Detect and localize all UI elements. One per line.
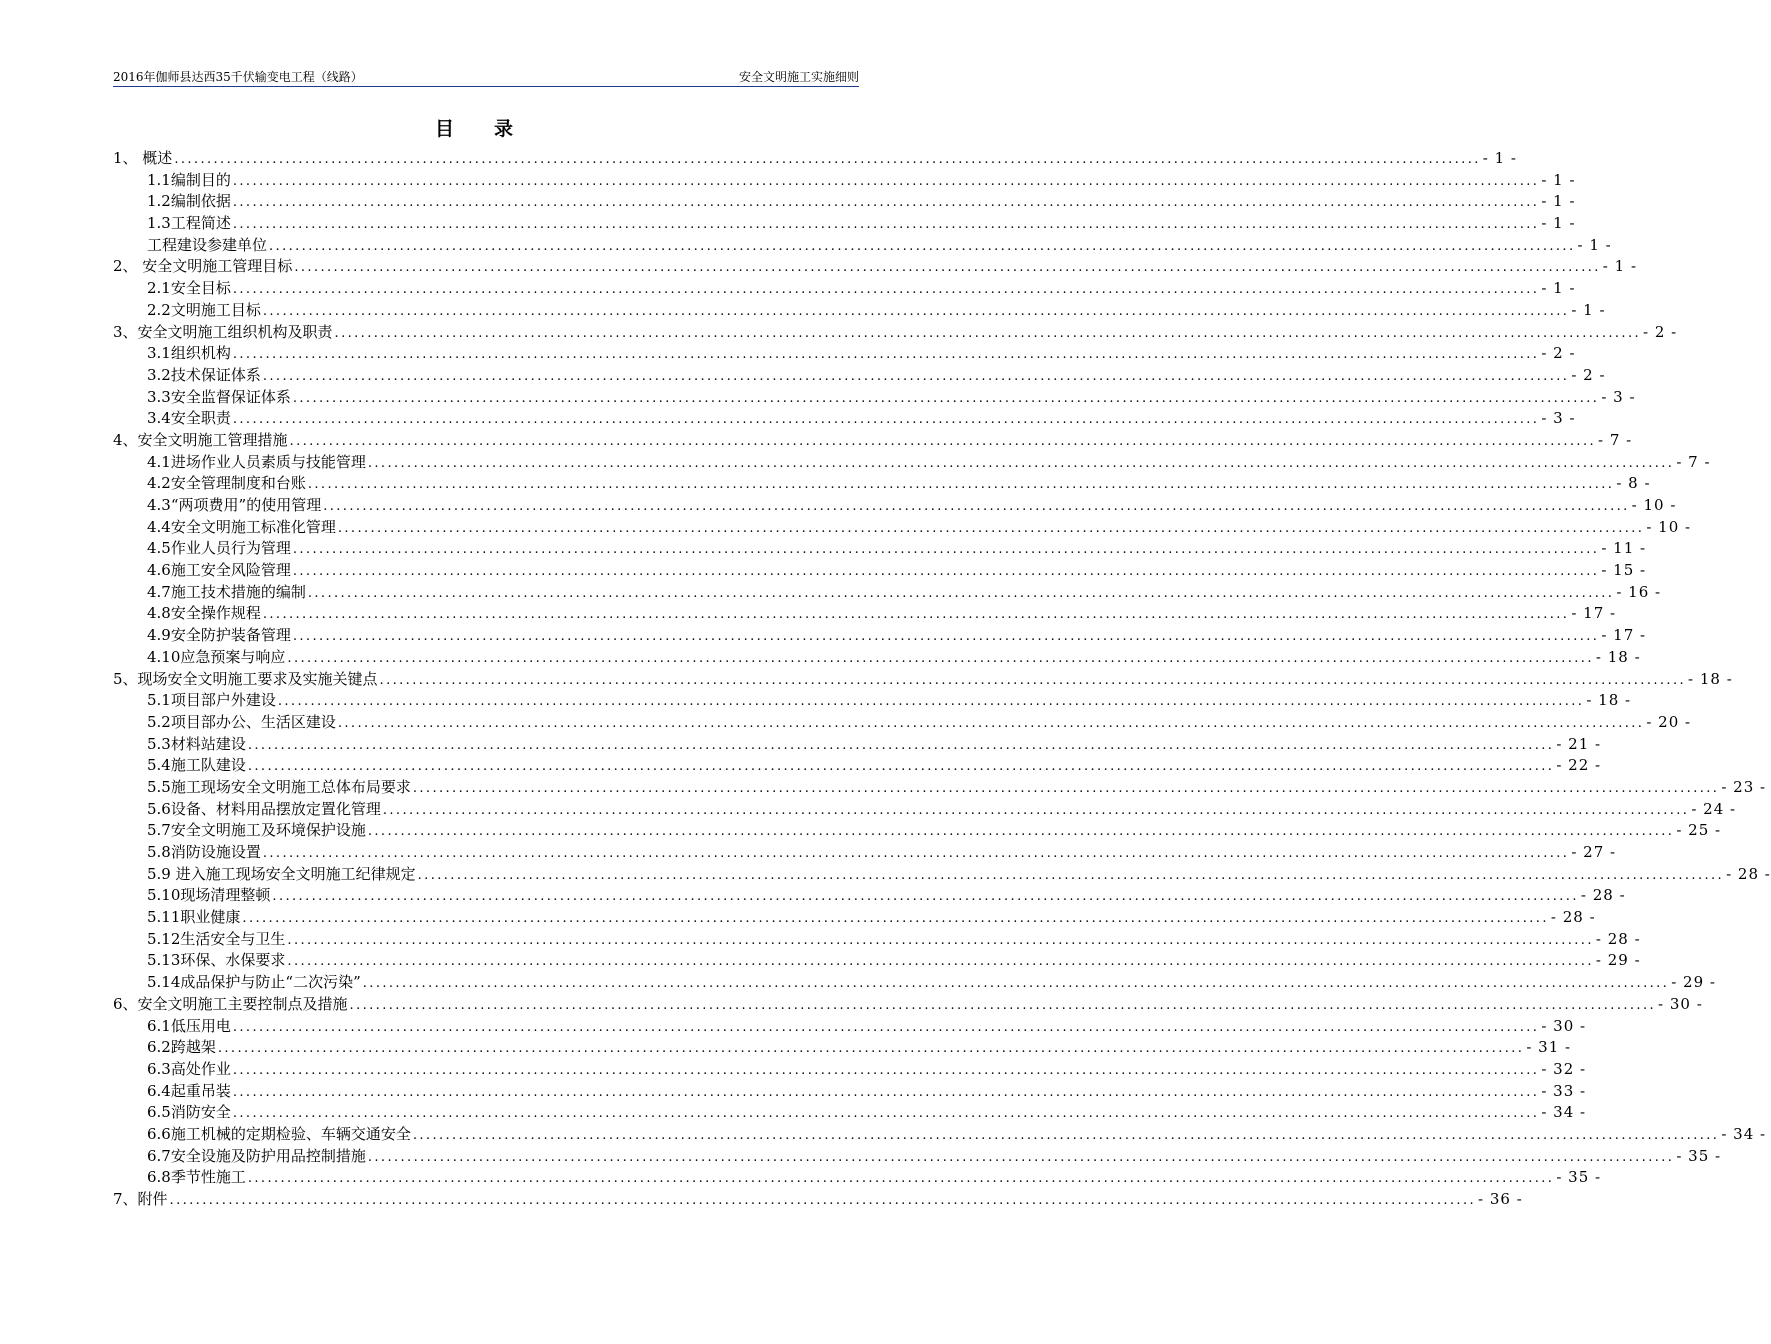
toc-entry-label: 6.4起重吊装 <box>147 1081 231 1100</box>
toc-dot-leader: ........................................................................................................................................................................................................ <box>232 412 1540 428</box>
toc-entry[interactable] <box>113 1059 1587 1081</box>
toc-entry-page-number: - 34 - <box>1721 1124 1767 1143</box>
toc-entry[interactable] <box>113 669 1733 691</box>
toc-entry-page-number: - 1 - <box>1541 170 1576 189</box>
toc-dot-leader: ........................................................................................................................................................................................................ <box>294 260 1601 276</box>
toc-entry[interactable] <box>113 647 1641 669</box>
toc-entry[interactable] <box>113 495 1677 517</box>
toc-entry-label: 5.4施工队建设 <box>147 756 246 775</box>
toc-dot-leader: ........................................................................................................................................................................................................ <box>349 997 1657 1013</box>
toc-dot-leader: ........................................................................................................................................................................................................ <box>232 1106 1540 1122</box>
toc-dot-leader: ........................................................................................................................................................................................................ <box>382 802 1690 818</box>
toc-entry-label: 5.12生活安全与卫生 <box>147 929 286 948</box>
toc-entry-label: 4.4安全文明施工标准化管理 <box>147 517 336 536</box>
toc-entry-page-number: - 3 - <box>1541 409 1576 428</box>
toc-dot-leader: ........................................................................................................................................................................................................ <box>262 368 1570 384</box>
toc-entry[interactable] <box>113 322 1678 344</box>
toc-entry[interactable] <box>113 1189 1523 1211</box>
toc-entry[interactable] <box>113 1102 1587 1124</box>
toc-dot-leader: ........................................................................................................................................................................................................ <box>334 325 1642 341</box>
toc-entry-page-number: - 21 - <box>1556 734 1602 753</box>
toc-entry[interactable] <box>113 235 1612 257</box>
toc-entry-label: 6.2跨越架 <box>147 1038 216 1057</box>
toc-entry[interactable] <box>113 907 1596 929</box>
toc-entry-label: 1.2编制依据 <box>147 192 231 211</box>
toc-entry-page-number: - 11 - <box>1601 539 1647 558</box>
toc-dot-leader: ........................................................................................................................................................................................................ <box>292 390 1600 406</box>
toc-entry-label: 3.2技术保证体系 <box>147 365 261 384</box>
toc-entry-page-number: - 10 - <box>1631 496 1677 514</box>
toc-entry[interactable] <box>113 625 1647 647</box>
toc-entry-label: 3、安全文明施工组织机构及职责 <box>113 322 333 341</box>
toc-entry-page-number: - 36 - <box>1478 1190 1523 1208</box>
toc-entry-label: 5.5施工现场安全文明施工总体布局要求 <box>147 777 411 796</box>
toc-entry[interactable] <box>113 603 1617 625</box>
toc-entry-label: 4.6施工安全风险管理 <box>147 561 291 580</box>
toc-entry-page-number: - 34 - <box>1541 1103 1587 1122</box>
toc-dot-leader: ........................................................................................................................................................................................................ <box>417 867 1725 883</box>
toc-entry-label: 5.11职业健康 <box>147 908 241 927</box>
toc-entry-label: 5.13环保、水保要求 <box>147 951 286 970</box>
toc-entry-page-number: - 28 - <box>1550 908 1596 927</box>
toc-entry[interactable] <box>113 517 1692 539</box>
toc-entry[interactable] <box>113 408 1576 430</box>
toc-entry-page-number: - 18 - <box>1688 669 1733 688</box>
toc-entry[interactable] <box>113 1167 1602 1189</box>
toc-title-char-2: 录 <box>494 118 516 140</box>
toc-dot-leader: ........................................................................................................................................................................................................ <box>232 1062 1540 1078</box>
toc-entry-label: 5.8消防设施设置 <box>147 843 261 861</box>
toc-entry-page-number: - 2 - <box>1571 365 1606 384</box>
toc-entry-label: 2、 安全文明施工管理目标 <box>113 257 293 276</box>
toc-entry[interactable] <box>113 343 1576 365</box>
toc-entry-page-number: - 3 - <box>1601 387 1636 406</box>
toc-entry-page-number: - 1 - <box>1602 257 1638 276</box>
toc-entry-label: 5.9 进入施工现场安全文明施工纪律规定 <box>147 864 416 883</box>
toc-dot-leader: ........................................................................................................................................................................................................ <box>323 499 1630 514</box>
toc-entry-label: 6.5消防安全 <box>147 1103 231 1122</box>
toc-entry[interactable] <box>113 213 1576 235</box>
toc-dot-leader: ........................................................................................................................................................................................................ <box>367 824 1675 840</box>
toc-entry-page-number: - 18 - <box>1586 691 1632 710</box>
toc-dot-leader: ........................................................................................................................................................................................................ <box>169 1193 1477 1208</box>
toc-entry-page-number: - 7 - <box>1676 452 1711 471</box>
toc-entry[interactable] <box>113 430 1633 452</box>
toc-dot-leader: ........................................................................................................................................................................................................ <box>292 542 1600 558</box>
toc-entry-label: 6.8季节性施工 <box>147 1168 246 1187</box>
toc-entry-page-number: - 30 - <box>1658 994 1703 1013</box>
toc-entry-label: 6.3高处作业 <box>147 1059 231 1078</box>
toc-entry-page-number: - 33 - <box>1541 1081 1587 1100</box>
toc-entry[interactable] <box>113 864 1771 886</box>
toc-entry-label: 4、安全文明施工管理措施 <box>113 430 288 449</box>
toc-dot-leader: ........................................................................................................................................................................................................ <box>367 1149 1675 1165</box>
toc-entry-page-number: - 31 - <box>1526 1038 1572 1057</box>
toc-dot-leader: ........................................................................................................................................................................................................ <box>262 303 1570 319</box>
toc-entry[interactable] <box>113 387 1636 409</box>
toc-entry-label: 1.3工程简述 <box>147 214 231 233</box>
toc-dot-leader: ........................................................................................................................................................................................................ <box>247 1171 1555 1187</box>
toc-entry[interactable] <box>113 994 1703 1016</box>
toc-entry-page-number: - 10 - <box>1646 517 1692 536</box>
toc-entry-page-number: - 7 - <box>1598 430 1633 449</box>
toc-entry[interactable] <box>113 300 1606 322</box>
toc-entry-label: 4.5作业人员行为管理 <box>147 539 291 558</box>
toc-entry-page-number: - 1 - <box>1541 192 1576 211</box>
toc-entry-label: 6、安全文明施工主要控制点及措施 <box>113 994 348 1013</box>
toc-entry[interactable] <box>113 820 1722 842</box>
toc-entry[interactable] <box>113 1016 1587 1038</box>
toc-entry[interactable] <box>113 842 1617 864</box>
toc-dot-leader: ........................................................................................................................................................................................................ <box>217 1041 1525 1057</box>
toc-entry-label: 4.3“两项费用”的使用管理 <box>147 496 322 514</box>
toc-entry-label: 4.10应急预案与响应 <box>147 647 286 666</box>
toc-entry-page-number: - 29 - <box>1671 973 1716 992</box>
toc-dot-leader: ........................................................................................................................................................................................................ <box>412 780 1720 796</box>
toc-dot-leader: ........................................................................................................................................................................................................ <box>292 564 1600 580</box>
toc-entry-page-number: - 17 - <box>1571 604 1617 623</box>
toc-entry-page-number: - 2 - <box>1541 344 1576 363</box>
toc-dot-leader: ........................................................................................................................................................................................................ <box>287 650 1594 666</box>
toc-entry[interactable] <box>113 1124 1767 1146</box>
toc-entry-label: 6.6施工机械的定期检验、车辆交通安全 <box>147 1124 411 1143</box>
table-of-contents <box>113 148 1771 1211</box>
toc-entry-label: 1、 概述 <box>113 149 173 167</box>
toc-entry-label: 4.2安全管理制度和台账 <box>147 474 306 493</box>
toc-entry-label: 5.10现场清理整顿 <box>147 886 271 905</box>
toc-entry-page-number: - 30 - <box>1541 1016 1587 1035</box>
toc-title <box>0 114 950 141</box>
toc-entry-label: 5.7安全文明施工及环境保护设施 <box>147 821 366 840</box>
toc-dot-leader: ........................................................................................................................................................................................................ <box>262 846 1570 861</box>
toc-entry-page-number: - 28 - <box>1726 864 1771 883</box>
toc-dot-leader: ........................................................................................................................................................................................................ <box>287 932 1594 948</box>
toc-entry-label: 5、现场安全文明施工要求及实施关键点 <box>113 669 378 688</box>
toc-dot-leader: ........................................................................................................................................................................................................ <box>337 520 1645 536</box>
toc-dot-leader: ........................................................................................................................................................................................................ <box>362 976 1670 992</box>
toc-dot-leader: ........................................................................................................................................................................................................ <box>337 715 1645 731</box>
toc-entry-page-number: - 1 - <box>1577 235 1612 254</box>
toc-entry-page-number: - 32 - <box>1541 1059 1587 1078</box>
toc-dot-leader: ........................................................................................................................................................................................................ <box>262 607 1570 623</box>
toc-dot-leader: ........................................................................................................................................................................................................ <box>289 433 1597 449</box>
toc-entry[interactable] <box>113 170 1576 192</box>
toc-entry-label: 2.2文明施工目标 <box>147 300 261 319</box>
toc-dot-leader: ........................................................................................................................................................................................................ <box>232 1084 1540 1100</box>
toc-dot-leader: ........................................................................................................................................................................................................ <box>232 347 1540 363</box>
toc-entry-label: 4.7施工技术措施的编制 <box>147 582 306 601</box>
toc-dot-leader: ........................................................................................................................................................................................................ <box>232 195 1540 211</box>
toc-entry-label: 工程建设参建单位 <box>147 235 268 254</box>
toc-entry[interactable] <box>113 256 1638 278</box>
toc-entry-page-number: - 28 - <box>1595 929 1641 948</box>
header-document-title: 安全文明施工实施细则 <box>738 70 859 84</box>
toc-entry-label: 4.8安全操作规程 <box>147 604 261 623</box>
toc-dot-leader: ........................................................................................................................................................................................................ <box>232 1019 1540 1035</box>
toc-dot-leader: ........................................................................................................................................................................................................ <box>232 217 1540 233</box>
toc-entry-label: 1.1编制目的 <box>147 170 231 189</box>
toc-entry-page-number: - 16 - <box>1616 582 1662 601</box>
toc-dot-leader: ........................................................................................................................................................................................................ <box>292 629 1600 645</box>
toc-entry[interactable] <box>113 191 1576 213</box>
toc-entry[interactable] <box>113 582 1662 604</box>
toc-entry-label: 5.14成品保护与防止“二次污染” <box>147 973 361 992</box>
header-project-title: 2016年伽师县达西35千伏输变电工程（线路） <box>113 70 363 84</box>
toc-dot-leader: ........................................................................................................................................................................................................ <box>269 238 1576 254</box>
toc-entry[interactable] <box>113 538 1647 560</box>
toc-entry-label: 3.3安全监督保证体系 <box>147 387 291 406</box>
toc-dot-leader: ........................................................................................................................................................................................................ <box>272 889 1579 905</box>
toc-entry[interactable] <box>113 473 1651 495</box>
toc-dot-leader: ........................................................................................................................................................................................................ <box>307 477 1615 493</box>
toc-entry-label: 7、附件 <box>113 1190 168 1208</box>
toc-entry-label: 3.4安全职责 <box>147 409 231 428</box>
toc-entry-page-number: - 1 - <box>1541 279 1576 298</box>
toc-dot-leader: ........................................................................................................................................................................................................ <box>287 954 1594 970</box>
toc-entry[interactable] <box>113 1146 1722 1168</box>
toc-dot-leader: ........................................................................................................................................................................................................ <box>242 911 1549 927</box>
toc-entry-label: 4.9安全防护装备管理 <box>147 626 291 645</box>
toc-entry-page-number: - 27 - <box>1571 843 1617 861</box>
toc-entry-page-number: - 1 - <box>1541 214 1576 233</box>
toc-entry-label: 6.7安全设施及防护用品控制措施 <box>147 1146 366 1165</box>
toc-entry-page-number: - 24 - <box>1691 799 1737 818</box>
toc-entry[interactable] <box>113 560 1647 582</box>
toc-entry-page-number: - 35 - <box>1556 1168 1602 1187</box>
toc-dot-leader: ........................................................................................................................................................................................................ <box>379 672 1687 688</box>
toc-entry-label: 2.1安全目标 <box>147 279 231 298</box>
toc-entry[interactable] <box>113 690 1632 712</box>
toc-dot-leader: ........................................................................................................................................................................................................ <box>232 282 1540 298</box>
toc-entry-page-number: - 2 - <box>1643 322 1678 341</box>
toc-entry-label: 3.1组织机构 <box>147 344 231 363</box>
toc-entry[interactable] <box>113 799 1737 821</box>
toc-dot-leader: ........................................................................................................................................................................................................ <box>232 173 1540 189</box>
toc-dot-leader: ........................................................................................................................................................................................................ <box>247 737 1555 753</box>
toc-entry-label: 5.3材料站建设 <box>147 734 246 753</box>
toc-entry-page-number: - 15 - <box>1601 561 1647 580</box>
toc-entry-page-number: - 17 - <box>1601 626 1647 645</box>
toc-entry[interactable] <box>113 1037 1572 1059</box>
toc-entry-page-number: - 29 - <box>1595 951 1641 970</box>
toc-entry-label: 5.6设备、材料用品摆放定置化管理 <box>147 799 381 818</box>
toc-dot-leader: ........................................................................................................................................................................................................ <box>277 694 1585 710</box>
toc-entry[interactable] <box>113 885 1626 907</box>
toc-entry[interactable] <box>113 950 1641 972</box>
toc-entry[interactable] <box>113 452 1711 474</box>
toc-dot-leader: ........................................................................................................................................................................................................ <box>412 1127 1720 1143</box>
toc-dot-leader: ........................................................................................................................................................................................................ <box>367 455 1675 471</box>
toc-dot-leader: ........................................................................................................................................................................................................ <box>307 585 1615 601</box>
toc-entry[interactable] <box>113 972 1716 994</box>
toc-entry[interactable] <box>113 755 1602 777</box>
toc-entry[interactable] <box>113 734 1602 756</box>
toc-entry-label: 5.1项目部户外建设 <box>147 691 276 710</box>
toc-entry[interactable] <box>113 365 1606 387</box>
toc-entry-page-number: - 1 - <box>1571 300 1606 319</box>
toc-entry-page-number: - 8 - <box>1616 474 1651 493</box>
toc-entry-label: 4.1进场作业人员素质与技能管理 <box>147 452 366 471</box>
toc-entry[interactable] <box>113 278 1576 300</box>
toc-dot-leader: ........................................................................................................................................................................................................ <box>174 152 1481 167</box>
toc-entry-page-number: - 22 - <box>1556 756 1602 775</box>
toc-entry-page-number: - 28 - <box>1580 886 1626 905</box>
toc-entry-page-number: - 23 - <box>1721 777 1767 796</box>
toc-entry-page-number: - 20 - <box>1646 712 1692 731</box>
toc-dot-leader: ........................................................................................................................................................................................................ <box>247 759 1555 775</box>
toc-entry[interactable] <box>113 1081 1587 1103</box>
toc-entry-page-number: - 35 - <box>1676 1146 1722 1165</box>
toc-entry[interactable] <box>113 777 1767 799</box>
toc-entry-page-number: - 18 - <box>1595 647 1641 666</box>
toc-entry-page-number: - 25 - <box>1676 821 1722 840</box>
toc-entry-page-number: - 1 - <box>1482 149 1517 167</box>
toc-entry-label: 5.2项目部办公、生活区建设 <box>147 712 336 731</box>
page-header <box>113 68 859 87</box>
toc-entry[interactable] <box>113 712 1692 734</box>
toc-entry-label: 6.1低压用电 <box>147 1016 231 1035</box>
toc-entry[interactable] <box>113 929 1641 951</box>
toc-title-char-1: 目 <box>434 118 456 140</box>
toc-entry[interactable] <box>113 148 1517 170</box>
